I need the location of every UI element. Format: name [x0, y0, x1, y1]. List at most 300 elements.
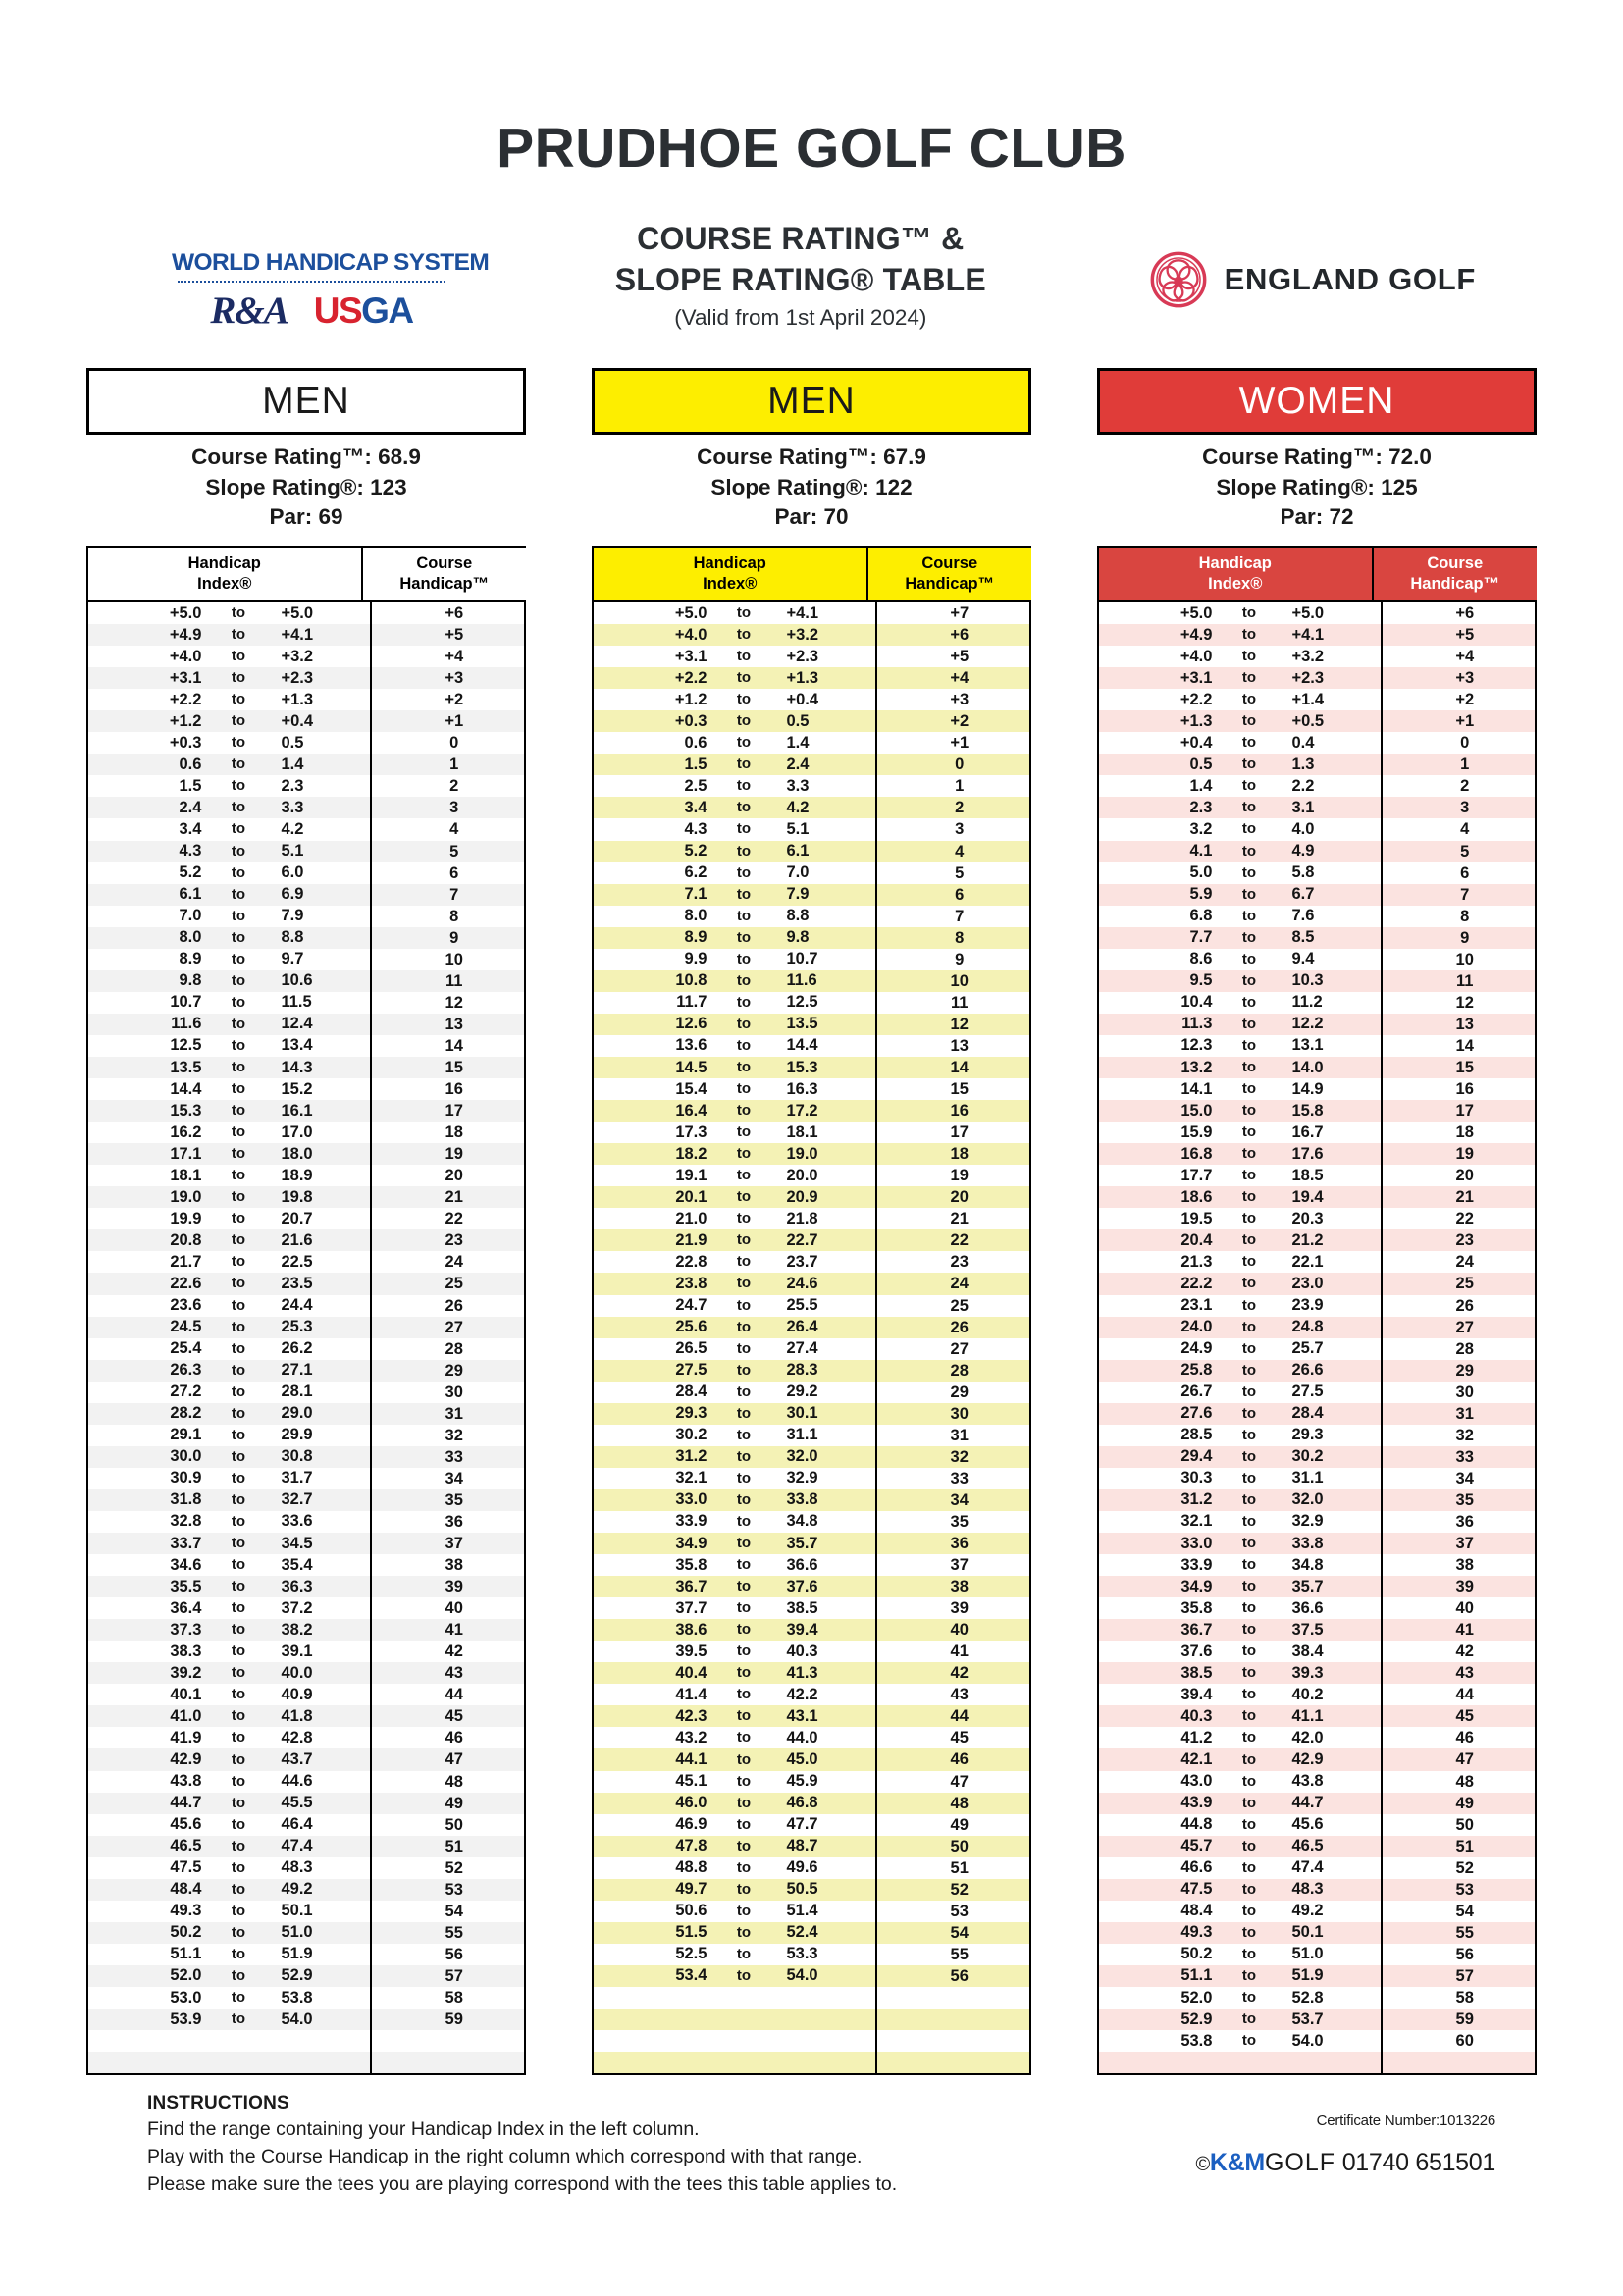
value-text: +5.0: [1179, 603, 1213, 622]
value-text: 23.5: [281, 1274, 313, 1292]
range-to-label: [1214, 604, 1283, 622]
course-handicap-value: [875, 1879, 1041, 1901]
to-text: to: [231, 1080, 246, 1098]
value-text: 35.8: [675, 1555, 707, 1574]
range-to-label: [708, 972, 778, 990]
course-handicap-value: [875, 1295, 1041, 1317]
value-text: 18.9: [281, 1166, 313, 1184]
to-text: to: [1241, 1059, 1257, 1075]
handicap-index-to: [273, 1815, 370, 1834]
to-text: to: [231, 950, 246, 967]
value-text: 23: [1455, 1231, 1474, 1250]
handicap-index-to: [273, 1167, 370, 1185]
value-text: 12.6: [675, 1015, 707, 1033]
range-to-label: [203, 1686, 273, 1703]
value-text: 42.1: [1180, 1750, 1213, 1768]
to-text: to: [1241, 1923, 1257, 1941]
table-row: [594, 2052, 1029, 2073]
course-handicap-value: [875, 624, 1041, 646]
table-row: [594, 646, 1029, 667]
course-handicap-value: [370, 1100, 536, 1122]
course-handicap-value: [875, 646, 1041, 667]
handicap-index-to: [1283, 1772, 1381, 1791]
range-to-label: [708, 734, 778, 752]
handicap-index-from: [88, 1275, 203, 1293]
handicap-index-to: [778, 626, 875, 645]
value-text: 48.4: [1180, 1902, 1213, 1920]
table-row: [88, 1554, 524, 1576]
table-row: [88, 1338, 524, 1360]
handicap-index-from: [1099, 1253, 1214, 1272]
to-text: to: [736, 971, 752, 989]
handicap-index-from: [88, 1989, 203, 2008]
value-text: 37.7: [675, 1598, 707, 1617]
range-to-label: [708, 1795, 778, 1812]
table-row: [1099, 1446, 1535, 1468]
handicap-index-from: [1099, 1383, 1214, 1401]
value-text: 34.8: [786, 1512, 818, 1531]
range-to-label: [1214, 1340, 1283, 1358]
course-handicap-value: [1381, 1425, 1546, 1446]
to-text: to: [736, 604, 752, 622]
value-text: 46.5: [170, 1837, 202, 1855]
value-text: 49: [950, 1815, 969, 1834]
table-row: [1099, 1705, 1535, 1727]
handicap-index-from: [88, 928, 203, 947]
handicap-index-from: [88, 993, 203, 1012]
handicap-index-from: [594, 1621, 708, 1640]
handicap-index-from: [88, 885, 203, 904]
table-row: [1099, 1684, 1535, 1705]
range-to-label: [203, 2010, 273, 2028]
range-to-label: [1214, 1729, 1283, 1747]
value-text: 22.8: [675, 1252, 707, 1271]
to-text: to: [1241, 734, 1257, 752]
to-text: to: [1241, 1296, 1257, 1314]
table-row: [594, 1922, 1029, 1944]
instructions-heading: INSTRUCTIONS: [147, 2093, 289, 2114]
course-handicap-value: [1381, 818, 1546, 840]
handicap-index-to: [778, 1686, 875, 1704]
value-text: 20: [445, 1167, 463, 1185]
handicap-index-from: [88, 1966, 203, 1985]
handicap-index-to: [778, 1404, 875, 1423]
to-text: to: [1241, 1512, 1257, 1530]
course-handicap-header-line-1: Course: [1427, 553, 1484, 572]
table-row: [594, 667, 1029, 689]
to-text: to: [231, 799, 246, 816]
table-row: [594, 1035, 1029, 1057]
value-text: 24: [950, 1275, 969, 1293]
value-text: 21.2: [1291, 1230, 1324, 1249]
value-text: 40: [950, 1621, 969, 1640]
handicap-index-to: [273, 1447, 370, 1466]
value-text: 5: [1460, 842, 1470, 861]
value-text: 53.8: [281, 1988, 313, 2007]
value-text: 41.8: [281, 1706, 313, 1725]
course-handicap-value: [875, 1944, 1041, 1965]
value-text: 8.9: [684, 928, 707, 947]
course-handicap-value: [370, 992, 536, 1014]
range-to-label: [1214, 1773, 1283, 1791]
value-text: 12: [445, 993, 463, 1012]
handicap-index-from: [88, 1599, 203, 1618]
course-handicap-value: [370, 754, 536, 775]
handicap-index-from: [594, 1080, 708, 1099]
table-row: [1099, 775, 1535, 797]
handicap-index-to: [778, 1794, 875, 1812]
course-handicap-value: [875, 1425, 1041, 1446]
range-to-label: [1214, 1080, 1283, 1098]
value-text: 40.2: [1291, 1685, 1324, 1703]
certificate-number: Certificate Number:1013226: [1316, 2113, 1495, 2130]
handicap-index-to: [273, 1643, 370, 1661]
handicap-index-from: [1099, 1490, 1214, 1509]
handicap-index-to: [778, 863, 875, 882]
to-text: to: [1241, 1167, 1257, 1184]
course-handicap-value: [875, 1208, 1041, 1229]
range-to-label: [1214, 669, 1283, 687]
range-to-label: [708, 648, 778, 665]
value-text: 49.3: [170, 1902, 202, 1920]
value-text: 17: [950, 1123, 969, 1142]
value-text: 49.7: [675, 1880, 707, 1899]
value-text: 18: [950, 1145, 969, 1164]
value-text: 33: [445, 1447, 463, 1466]
value-text: 46.6: [1180, 1858, 1213, 1877]
handicap-index-from: [1099, 799, 1214, 817]
value-text: 30.1: [786, 1404, 818, 1423]
to-text: to: [1241, 1210, 1257, 1227]
value-text: 50: [445, 1815, 463, 1834]
course-handicap-value: [1381, 1727, 1546, 1748]
range-to-label: [1214, 1751, 1283, 1769]
value-text: 7.9: [786, 885, 810, 904]
course-handicap-value: [875, 1965, 1041, 1987]
value-text: +5: [950, 648, 969, 666]
handicap-index-from: [1099, 1512, 1214, 1531]
course-handicap-value: [370, 732, 536, 754]
value-text: 13.1: [1291, 1036, 1324, 1055]
value-text: 30.8: [281, 1447, 313, 1466]
value-text: 6.8: [1189, 907, 1213, 925]
value-text: 6: [449, 863, 459, 882]
value-text: 43.9: [1180, 1794, 1213, 1812]
handicap-index-to: [273, 1945, 370, 1963]
value-text: 9: [1460, 928, 1470, 947]
range-to-label: [1214, 820, 1283, 838]
value-text: 32.0: [786, 1447, 818, 1466]
value-text: 25: [950, 1296, 969, 1315]
value-text: 24.7: [675, 1296, 707, 1315]
value-text: 12: [950, 1015, 969, 1033]
table-row: [594, 602, 1029, 624]
value-text: 18: [1455, 1123, 1474, 1142]
value-text: 22: [445, 1210, 463, 1228]
value-text: +2.2: [674, 668, 707, 687]
course-handicap-value: [1381, 667, 1546, 689]
table-body: [88, 602, 524, 2073]
handicap-index-from: [594, 993, 708, 1012]
to-text: to: [231, 1145, 246, 1163]
handicap-index-to: [778, 1447, 875, 1466]
range-to-label: [708, 669, 778, 687]
table-row: [594, 992, 1029, 1014]
to-text: to: [1241, 1621, 1257, 1639]
range-to-label: [203, 1297, 273, 1315]
range-to-label: [708, 1275, 778, 1292]
range-to-label: [1214, 1405, 1283, 1423]
value-text: +1.4: [1291, 690, 1325, 708]
handicap-index-from: [88, 1404, 203, 1423]
handicap-index-from: [1099, 842, 1214, 861]
value-text: 24.9: [1180, 1339, 1213, 1358]
table-row: [594, 884, 1029, 906]
range-to-label: [708, 1621, 778, 1639]
course-handicap-header: [866, 548, 1032, 600]
course-handicap-value: [370, 2030, 536, 2052]
course-handicap-value: [1381, 970, 1546, 992]
instruction-line-1: Find the range containing your Handicap Index in the left column.: [147, 2118, 700, 2141]
value-text: 20.7: [281, 1209, 313, 1227]
value-text: 23.6: [170, 1296, 202, 1315]
handicap-index-from: [88, 756, 203, 774]
table-row: [1099, 1965, 1535, 1987]
handicap-index-to: [778, 1167, 875, 1185]
table-row: [1099, 624, 1535, 646]
value-text: 27.2: [170, 1383, 202, 1401]
handicap-index-from: [88, 907, 203, 925]
to-text: to: [1241, 950, 1257, 967]
value-text: +7: [950, 604, 969, 622]
course-handicap-value: [370, 1229, 536, 1251]
course-handicap-value: [875, 1533, 1041, 1554]
course-handicap-value: [1381, 1684, 1546, 1705]
value-text: +6: [1455, 604, 1475, 622]
to-text: to: [736, 1167, 752, 1184]
range-to-label: [1214, 1491, 1283, 1509]
document-title: [487, 218, 1115, 331]
handicap-index-to: [1283, 1102, 1381, 1121]
range-to-label: [708, 1340, 778, 1358]
handicap-index-to: [1283, 1253, 1381, 1272]
handicap-index-from: [88, 1794, 203, 1812]
handicap-index-to: [778, 1643, 875, 1661]
table-row: [88, 624, 524, 646]
course-handicap-value: [1381, 1078, 1546, 1100]
to-text: to: [736, 1556, 752, 1574]
value-text: 10.3: [1291, 971, 1324, 990]
course-handicap-value: [1381, 732, 1546, 754]
handicap-index-to: [1283, 626, 1381, 645]
to-text: to: [1241, 1383, 1257, 1400]
table-row: [88, 1122, 524, 1143]
value-text: 33.0: [675, 1490, 707, 1509]
to-text: to: [1241, 1339, 1257, 1357]
to-text: to: [736, 1664, 752, 1682]
handicap-index-from: [1099, 885, 1214, 904]
england-golf-text: ENGLAND GOLF: [1224, 262, 1476, 296]
value-text: 2.4: [786, 755, 810, 773]
table-row: [1099, 1576, 1535, 1597]
handicap-index-to: [1283, 1426, 1381, 1444]
to-text: to: [231, 604, 246, 622]
range-to-label: [1214, 691, 1283, 708]
course-handicap-value: [875, 818, 1041, 840]
value-text: 34.6: [170, 1555, 202, 1574]
course-rating-label: Course Rating™:: [697, 444, 877, 469]
validity-note: (Valid from 1st April 2024): [674, 305, 927, 331]
value-text: 40: [445, 1599, 463, 1618]
range-to-label: [708, 1707, 778, 1725]
course-handicap-value: [370, 1295, 536, 1317]
table-row: [88, 1317, 524, 1338]
value-text: 17.0: [281, 1122, 313, 1141]
to-text: to: [231, 907, 246, 924]
table-row: [88, 797, 524, 818]
handicap-index-from: [594, 734, 708, 753]
course-handicap-value: [1381, 1965, 1546, 1987]
course-handicap-value: [1381, 1208, 1546, 1229]
value-text: 42.3: [675, 1706, 707, 1725]
value-text: 39.5: [675, 1642, 707, 1660]
value-text: 6.0: [281, 863, 304, 882]
value-text: 44.8: [1180, 1815, 1213, 1834]
handicap-index-to: [1283, 712, 1381, 731]
table-row: [88, 1425, 524, 1446]
value-text: 31.7: [281, 1469, 313, 1487]
course-handicap-value: [370, 1879, 536, 1901]
value-text: 5.1: [281, 842, 304, 861]
to-text: to: [1241, 885, 1257, 903]
course-handicap-value: [370, 775, 536, 797]
course-handicap-value: [1381, 1251, 1546, 1273]
table-row: [88, 1836, 524, 1857]
value-text: 26.3: [170, 1361, 202, 1380]
range-to-label: [1214, 712, 1283, 730]
value-text: 34: [950, 1490, 969, 1509]
course-handicap-value: [1381, 1748, 1546, 1770]
to-text: to: [736, 1794, 752, 1811]
range-to-label: [203, 1773, 273, 1791]
to-text: to: [231, 1945, 246, 1962]
range-to-label: [203, 1599, 273, 1617]
value-text: 47: [950, 1772, 969, 1791]
km-golf-text: GOLF: [1264, 2149, 1336, 2177]
value-text: 55: [950, 1945, 969, 1963]
handicap-index-from: [88, 1902, 203, 1920]
value-text: 41: [445, 1621, 463, 1640]
course-handicap-value: [370, 1446, 536, 1468]
handicap-index-to: [778, 1923, 875, 1942]
to-text: to: [231, 1102, 246, 1120]
handicap-index-from: [1099, 1188, 1214, 1207]
handicap-index-to: [778, 777, 875, 796]
table-row: [594, 732, 1029, 754]
handicap-index-from: [594, 1880, 708, 1899]
range-to-label: [708, 1145, 778, 1163]
to-text: to: [231, 648, 246, 665]
handicap-index-to: [1283, 1643, 1381, 1661]
table-row: [594, 1793, 1029, 1814]
value-text: 36.4: [170, 1598, 202, 1617]
handicap-index-from: [1099, 820, 1214, 839]
table-row: [88, 1662, 524, 1684]
value-text: 32.8: [170, 1512, 202, 1531]
value-text: 8.8: [281, 928, 304, 947]
value-text: 30: [950, 1404, 969, 1423]
whs-logo-text: WORLD HANDICAP SYSTEM: [172, 249, 490, 276]
table-row: [88, 646, 524, 667]
course-handicap-value: [1381, 1014, 1546, 1035]
table-row: [1099, 1771, 1535, 1793]
range-to-label: [203, 908, 273, 925]
value-text: 27.1: [281, 1361, 313, 1380]
to-text: to: [736, 712, 752, 730]
course-rating-value: 67.9: [876, 444, 926, 469]
to-text: to: [231, 2010, 246, 2028]
range-to-label: [1214, 1859, 1283, 1877]
to-text: to: [736, 1902, 752, 1919]
handicap-index-from: [594, 820, 708, 839]
value-text: 44: [1455, 1686, 1474, 1704]
range-to-label: [708, 1059, 778, 1076]
table-row: [88, 2030, 524, 2052]
handicap-index-to: [1283, 1490, 1381, 1509]
handicap-index-to: [778, 756, 875, 774]
course-handicap-value: [1381, 624, 1546, 646]
handicap-index-from: [1099, 1059, 1214, 1077]
value-text: 28.3: [786, 1361, 818, 1380]
handicap-index-from: [88, 1036, 203, 1055]
course-handicap-value: [875, 1057, 1041, 1078]
value-text: 35: [950, 1512, 969, 1531]
range-to-label: [203, 1729, 273, 1747]
course-handicap-value: [1381, 1922, 1546, 1944]
range-to-label: [708, 1664, 778, 1682]
value-text: 45.7: [1180, 1837, 1213, 1855]
value-text: 54: [950, 1923, 969, 1942]
handicap-index-from: [88, 1080, 203, 1099]
value-text: 23: [950, 1253, 969, 1272]
par-value: 72: [1323, 504, 1354, 530]
handicap-index-to: [778, 1469, 875, 1487]
handicap-index-to: [778, 1837, 875, 1855]
value-text: 44: [445, 1686, 463, 1704]
to-text: to: [736, 1059, 752, 1075]
table-row: [594, 2030, 1029, 2052]
value-text: 39.1: [281, 1642, 313, 1660]
value-text: 29: [950, 1383, 969, 1401]
course-handicap-value: [875, 1922, 1041, 1944]
table-row: [88, 1403, 524, 1425]
handicap-index-to: [273, 1729, 370, 1748]
value-text: +0.4: [786, 690, 819, 708]
handicap-index-from: [594, 1426, 708, 1444]
value-text: 19.9: [170, 1209, 202, 1227]
course-handicap-value: [875, 970, 1041, 992]
table-row: [1099, 1533, 1535, 1554]
to-text: to: [736, 993, 752, 1011]
value-text: 3.4: [179, 819, 202, 838]
to-text: to: [231, 928, 246, 946]
handicap-index-to: [778, 1599, 875, 1618]
range-to-label: [203, 756, 273, 773]
handicap-index-to: [273, 1361, 370, 1380]
value-text: 26.7: [1180, 1383, 1213, 1401]
handicap-index-from: [1099, 1578, 1214, 1596]
value-text: 22: [950, 1231, 969, 1250]
